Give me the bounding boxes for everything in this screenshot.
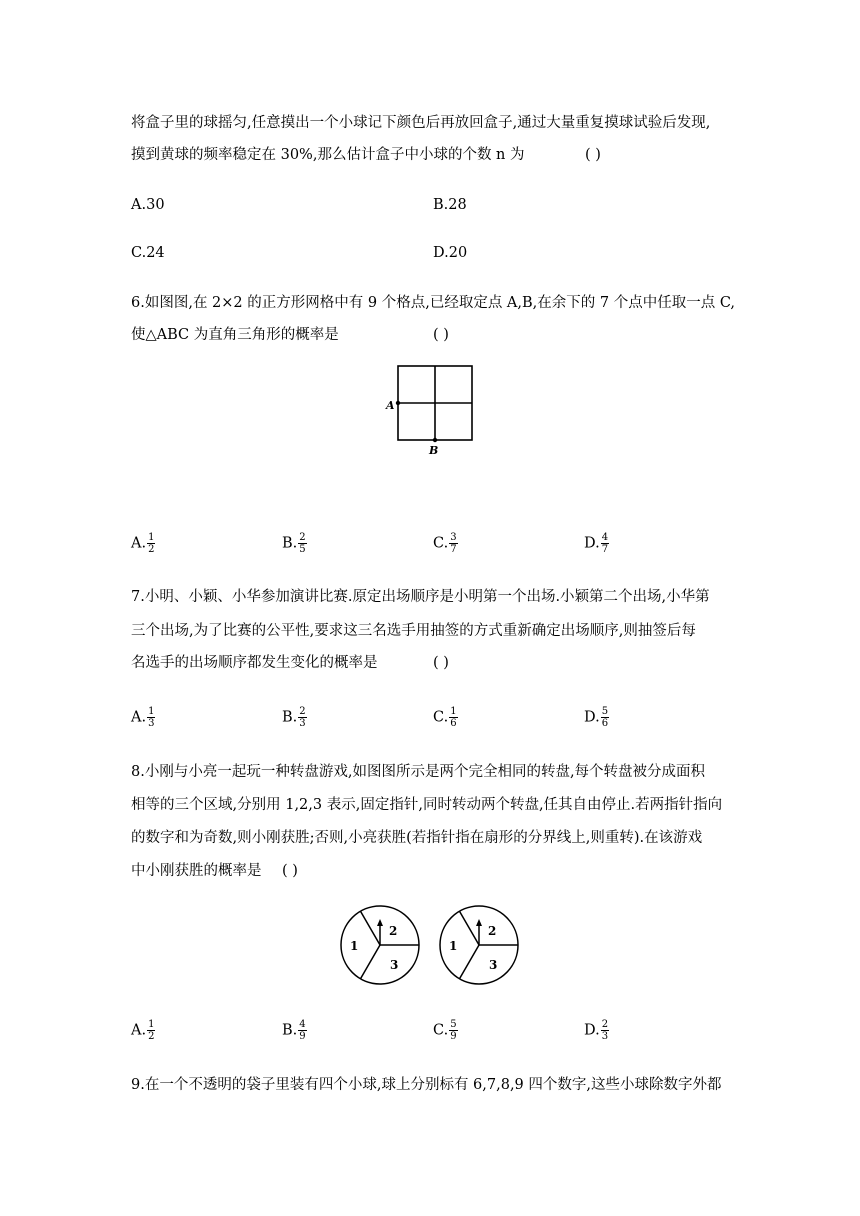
fraction: $\frac{1}{2}$ [148,532,155,555]
spinner-divider [361,911,381,945]
fraction: $\frac{1}{3}$ [148,706,155,729]
q8-text-line1: 8.小刚与小亮一起玩一种转盘游戏,如图图所示是两个完全相同的转盘,每个转盘被分成面积 [131,764,706,780]
spinner-divider [460,911,480,945]
q5-option-b: B.28 [433,197,467,213]
q7-text-line3: 名选手的出场顺序都发生变化的概率是 [131,655,378,671]
fraction: $\frac{1}{2}$ [148,1019,155,1042]
q5-option-c: C.24 [131,245,165,261]
q5-answer-paren: ( ) [585,147,601,163]
fraction: $\frac{2}{3}$ [601,1019,609,1042]
q7-option-d: D. $\frac{5}{6}$ [584,706,609,729]
q8-answer-paren: ( ) [282,863,298,879]
q6-option-c: C. $\frac{3}{7}$ [433,532,457,555]
q5-text-line1: 将盒子里的球摇匀,任意摸出一个小球记下颜色后再放回盒子,通过大量重复摸球试验后发现, [131,115,711,131]
q6-grid-figure [380,362,480,457]
region-label-2: 2 [488,924,497,938]
fraction: $\frac{4}{9}$ [299,1019,306,1042]
q7-option-c: C. $\frac{1}{6}$ [433,706,457,729]
q8-option-d: D. $\frac{2}{3}$ [584,1019,609,1042]
q7-text-line2: 三个出场,为了比赛的公平性,要求这三名选手用抽签的方式重新确定出场顺序,则抽签后每 [131,623,696,639]
q5-option-a: A.30 [131,197,165,213]
fraction: $\frac{2}{5}$ [299,532,306,555]
point-b-dot [433,438,437,442]
q6-option-d: D. $\frac{4}{7}$ [584,532,609,555]
q7-answer-paren: ( ) [433,655,449,671]
region-label-2: 2 [389,924,398,938]
q8-text-line4: 中小刚获胜的概率是 [131,863,262,879]
point-a-dot [396,401,400,405]
fraction: $\frac{5}{6}$ [601,706,609,729]
spinner-right [440,906,518,984]
q5-text-line2: 摸到黄球的频率稳定在 30%,那么估计盒子中小球的个数 n 为 [131,147,525,163]
q8-text-line2: 相等的三个区域,分别用 1,2,3 表示,固定指针,同时转动两个转盘,任其自由停止.若两指针指向 [131,797,723,813]
fraction: $\frac{3}{7}$ [450,532,457,555]
spinner-divider [460,945,480,979]
region-label-3: 3 [489,958,498,972]
q9-text-line1: 9.在一个不透明的袋子里装有四个小球,球上分别标有 6,7,8,9 四个数字,这些小球除数字外都 [131,1077,722,1093]
spinner-left [341,906,419,984]
q8-option-c: C. $\frac{5}{9}$ [433,1019,457,1042]
q7-option-a: A. $\frac{1}{3}$ [131,706,155,729]
q6-text-line2: 使△ABC 为直角三角形的概率是 [131,327,339,343]
point-a-label: A [386,399,395,412]
region-label-1: 1 [449,939,458,953]
point-b-label: B [429,444,439,457]
pointer-arrowhead-icon [377,919,383,926]
q8-spinner-figure [338,903,524,987]
region-label-1: 1 [350,939,359,953]
q7-option-b: B. $\frac{2}{3}$ [282,706,306,729]
spinner-divider [361,945,381,979]
q6-text-line1: 6.如图图,在 2×2 的正方形网格中有 9 个格点,已经取定点 A,B,在余下的 7 个点中任取一点 C, [131,295,736,311]
q8-option-b: B. $\frac{4}{9}$ [282,1019,306,1042]
region-label-3: 3 [390,958,399,972]
q6-option-a: A. $\frac{1}{2}$ [131,532,155,555]
q6-option-b: B. $\frac{2}{5}$ [282,532,306,555]
fraction: $\frac{2}{3}$ [299,706,306,729]
q5-option-d: D.20 [433,245,468,261]
fraction: $\frac{5}{9}$ [450,1019,457,1042]
q6-answer-paren: ( ) [433,327,449,343]
q8-text-line3: 的数字和为奇数,则小刚获胜;否则,小亮获胜(若指针指在扇形的分界线上,则重转).在该游戏 [131,830,703,846]
fraction: $\frac{1}{6}$ [450,706,457,729]
fraction: $\frac{4}{7}$ [601,532,609,555]
q7-text-line1: 7.小明、小颖、小华参加演讲比赛.原定出场顺序是小明第一个出场.小颖第二个出场,小华第 [131,589,710,605]
pointer-arrowhead-icon [476,919,482,926]
q8-option-a: A. $\frac{1}{2}$ [131,1019,155,1042]
